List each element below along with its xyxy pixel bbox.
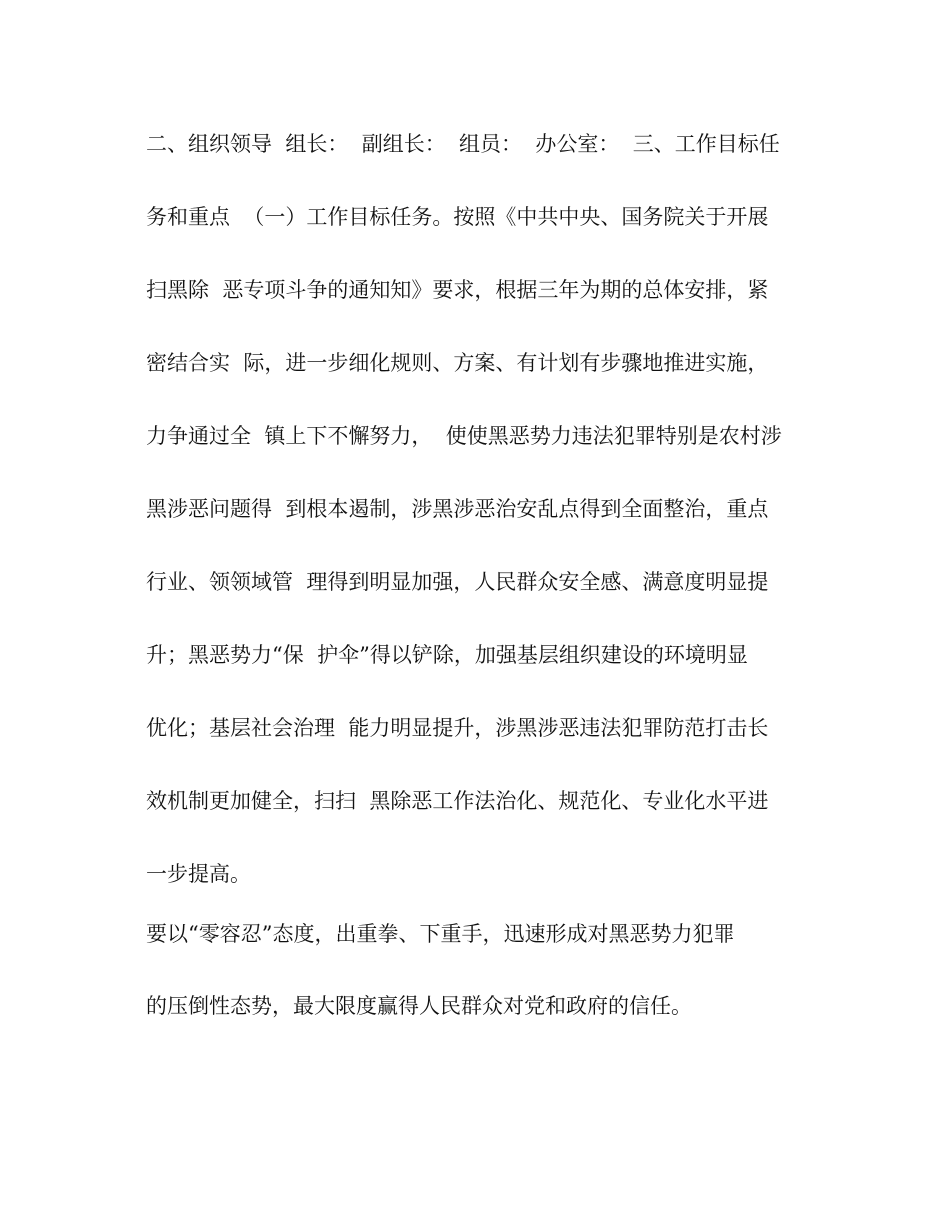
text-line: 效机制更加健全，扫扫 黑除恶工作法治化、规范化、专业化水平进 <box>146 789 769 813</box>
text-line: 密结合实 际，进一步细化规则、方案、有计划有步骤地推进实施， <box>146 351 769 375</box>
text-line: 一步提高。 <box>146 862 251 886</box>
text-line: 力争通过全 镇上下不懈努力， 使使黑恶势力违法犯罪特别是农村涉 <box>146 424 782 448</box>
text-line: 的压倒性态势，最大限度赢得人民群众对党和政府的信任。 <box>146 994 692 1018</box>
text-line: 扫黑除 恶专项斗争的通知知》要求，根据三年为期的总体安排，紧 <box>146 278 769 302</box>
text-line: 升；黑恶势力“保 护伞”得以铲除，加强基层组织建设的环境明显 <box>146 643 748 667</box>
text-line: 二、组织领导 组长： 副组长： 组员： 办公室： 三、工作目标任 <box>146 132 780 156</box>
text-line: 要以“零容忍”态度，出重拳、下重手，迅速形成对黑恶势力犯罪 <box>146 922 735 946</box>
text-line: 黑涉恶问题得 到根本遏制，涉黑涉恶治安乱点得到全面整治，重点 <box>146 497 769 521</box>
text-line: 务和重点 （一）工作目标任务。按照《中共中央、国务院关于开展 <box>146 205 769 229</box>
text-line: 行业、领领域管 理得到明显加强，人民群众安全感、满意度明显提 <box>146 570 769 594</box>
text-line: 优化；基层社会治理 能力明显提升，涉黑涉恶违法犯罪防范打击长 <box>146 716 769 740</box>
